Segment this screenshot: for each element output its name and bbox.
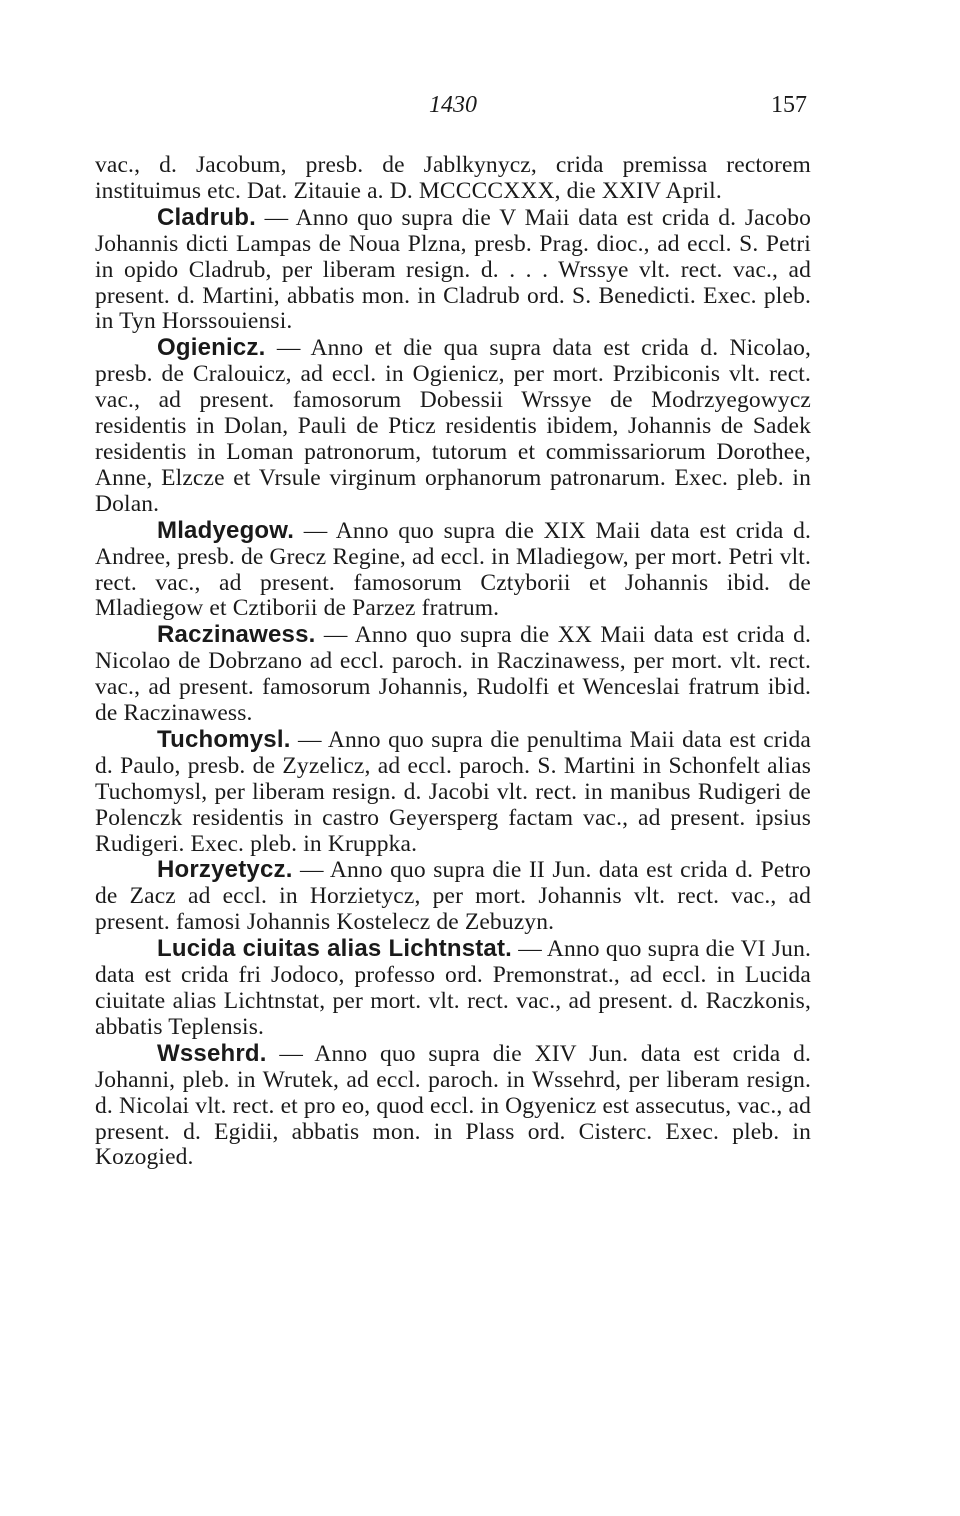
entry-text: — Anno quo supra die XIX Maii data est crida d. Andree, presb. de Grecz Regine, ad eccl. in Mladiegow, per mort. Petri vlt. rect. vac., ad present. famosorum Cztyborii et Johannis ibid. de Mladiegow et Cztiborii de Parzez fratrum.	[95, 517, 811, 622]
place-heading: Raczinawess.	[157, 621, 316, 649]
entry-text: — Anno quo supra die XX Maii data est crida d. Nicolao de Dobrzano ad eccl. paroch. in Raczinawess, per mort. vlt. rect. vac., ad present. famosorum Johannis, Rudolfi et Wenceslai fratrum ibid. de Raczinawess.	[95, 622, 811, 727]
book-page	[95, 0, 811, 1516]
place-heading: Cladrub.	[157, 203, 256, 231]
place-heading: Ogienicz.	[157, 334, 266, 362]
entry-tuchomysl	[95, 727, 811, 858]
entry-cladrub	[95, 205, 811, 336]
entry-text: — Anno quo supra die XIV Jun. data est crida d. Johanni, pleb. in Wrutek, ad eccl. paroch. in Wssehrd, per liberam resign. d. Nicolai vlt. rect. et pro eo, quod eccl. in Ogyenicz est assecutus, vac., ad present. d. Egidii, abbatis mon. in Plass ord. Cisterc. Exec. pleb. in Kozogied.	[95, 1040, 811, 1171]
entry-raczinawess	[95, 622, 811, 727]
place-heading: Tuchomysl.	[157, 725, 291, 753]
entry-wssehrd	[95, 1041, 811, 1172]
entry-text: — Anno quo supra die II Jun. data est crida d. Petro de Zacz ad eccl. in Horzietycz, per mort. Johannis vlt. rect. vac., ad present. famosi Johannis Kostelecz de Zebuzyn.	[95, 857, 811, 936]
entry-text: — Anno quo supra die penultima Maii data est crida d. Paulo, presb. de Zyzelicz, ad eccl. paroch. S. Martini in Schonfelt alias Tuchomysl, per liberam resign. d. Jacobi vlt. rect. in manibus Rudigeri de Polenczk residentis in castro Geyersperg factam vac., ad present. ipsius Rudigeri. Exec. pleb. in Kruppka.	[95, 726, 812, 857]
opening-paragraph	[95, 153, 811, 205]
running-head	[95, 92, 811, 122]
entry-horzyetycz	[95, 857, 811, 936]
entry-text: — Anno quo supra die VI Jun. data est crida fri Jodoco, professo ord. Premonstrat., ad eccl. in Lucida ciuitate alias Lichtnstat, per mort. vlt. rect. vac., ad present. d. Raczkonis, abbatis Teplensis.	[95, 936, 811, 1040]
place-heading: Horzyetycz.	[157, 856, 293, 884]
place-heading: Wssehrd.	[157, 1039, 267, 1067]
entry-mladyegow	[95, 518, 811, 623]
entry-ogienicz	[95, 335, 811, 517]
opening-text: vac., d. Jacobum, presb. de Jablkynycz, crida premissa rectorem instituimus etc. Dat. Zitauie a. D. MCCCCXXX, die XXIV April.	[95, 152, 811, 204]
page-body	[95, 153, 811, 1171]
place-heading: Lucida ciuitas alias Lichtnstat.	[157, 935, 513, 963]
header-year: 1430	[429, 92, 477, 118]
entry-text: — Anno quo supra die V Maii data est crida d. Jacobo Johannis dicti Lampas de Noua Plzna, presb. Prag. dioc., ad eccl. S. Petri in opido Cladrub, per liberam resign. d. . . . Wrssye vlt. rect. vac., ad present. d. Martini, abbatis mon. in Cladrub ord. S. Benedicti. Exec. pleb. in Tyn Horssouiensi.	[95, 204, 811, 335]
page-number: 157	[771, 92, 807, 118]
entry-text: — Anno et die qua supra data est crida d. Nicolao, presb. de Cralouicz, ad eccl. in Ogienicz, per mort. Przibiconis vlt. rect. vac., ad present. famosorum Dobessii Wrssye de Modrzyegowycz residentis in Dolan, Pauli de Pticz residentis ibidem, Johannis de Sadek residentis in Loman patronorum, tutorum et commissariorum Dorothee, Anne, Elzcze et Vrsule virginum orphanorum patronarum. Exec. pleb. in Dolan.	[95, 335, 812, 517]
entry-lucida	[95, 936, 811, 1041]
place-heading: Mladyegow.	[157, 516, 295, 544]
